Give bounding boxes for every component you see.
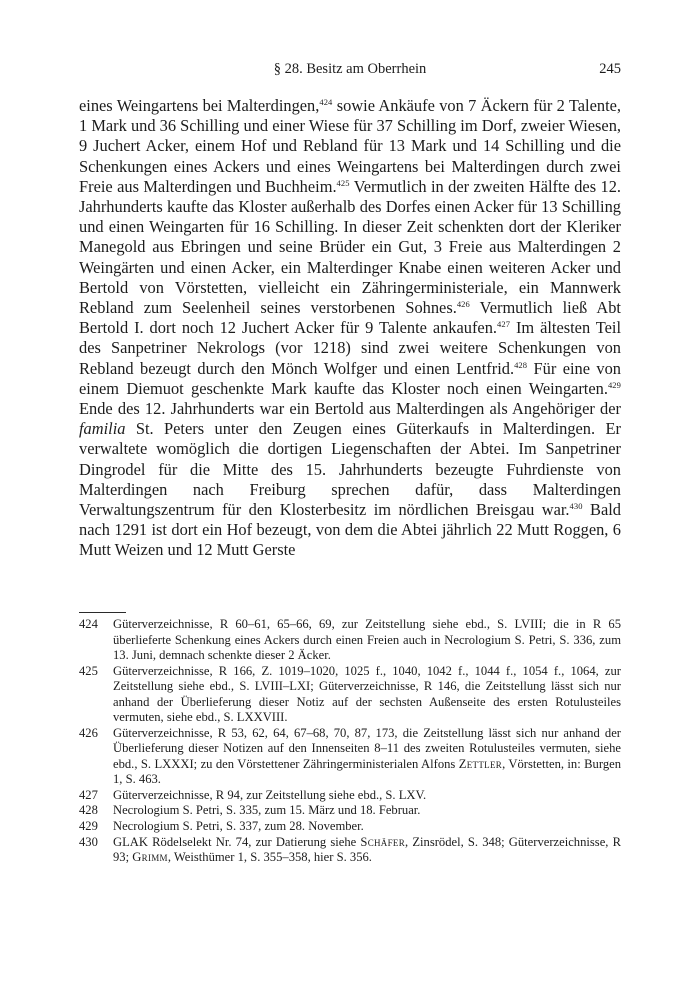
footnote-number: 429: [79, 818, 98, 833]
footnote-number: 426: [79, 725, 98, 740]
text-run: sowie Ankäufe von 7 Äckern für 2 Talente, 1 Mark und 36 Schilling und einer Wiese für 37 Schilling im Dorf, zweier Wiesen, 9 Juchert Acker, einem Hof und Rebland für 13 Mark und 14 Schilling und die Schenkungen eines Ackers und eines Weingartens bei Malterdingen durch zwei Freie aus Malterdingen und Buchheim.: [79, 96, 622, 196]
footnote-ref-429[interactable]: 429: [607, 379, 621, 390]
footnote-number: 427: [79, 787, 98, 802]
footnote-text: Güterverzeichnisse, R 60–61, 65–66, 69, zur Zeitstellung siehe ebd., S. LVIII; die in R 65 überlieferte Schenkung eines Ackers durch einen Freien auch in Necrologium S. Petri, S. 336, zum 13. Juni, demnach schenkte dieser 2 Äcker.: [113, 617, 621, 662]
text-run: , Vörstetten, in: Burgen 1, S. 463.: [113, 756, 622, 787]
text-run: Ende des 12. Jahrhunderts war ein Bertold aus Malterdingen als Angehöriger der: [79, 399, 621, 419]
footnote-text: [113, 726, 621, 788]
text-run: Güterverzeichnisse, R 53, 62, 64, 67–68, 70, 87, 173, die Zeitstellung lässt sich nur anhand der Überlieferung dieser Notizen auf den Innenseiten 8–11 des zweiten Rotulusteiles vermuten, siehe ebd., S. LXXXI; zu den Vörstettener Zähringerministerialen Alfons: [113, 725, 621, 771]
footnote-number: 425: [79, 663, 98, 678]
text-run: , Zinsrödel, S. 348; Güterverzeichnisse, R 93;: [113, 834, 621, 865]
footnote-text: Necrologium S. Petri, S. 335, zum 15. März und 18. Februar.: [113, 803, 421, 818]
footnote-text: Necrologium S. Petri, S. 337, zum 28. November.: [113, 818, 364, 833]
book-page: [79, 0, 621, 988]
footnote-number: 424: [79, 617, 98, 631]
author-name: Schäfer: [360, 834, 406, 849]
footnote-ref-428[interactable]: 428: [514, 359, 528, 370]
footnote-429: [79, 819, 621, 835]
footnote-text: [113, 835, 621, 866]
footnote-ref-427[interactable]: 427: [497, 319, 511, 330]
footnote-424: [79, 617, 621, 664]
paragraph: [79, 96, 621, 561]
footnote-text: Güterverzeichnisse, R 94, zur Zeitstellung siehe ebd., S. LXV.: [113, 787, 427, 802]
footnote-number: 428: [79, 803, 98, 818]
footnote-number: 430: [79, 834, 98, 849]
section-title: § 28. Besitz am Oberrhein: [273, 61, 427, 77]
footnote-ref-430[interactable]: 430: [569, 501, 583, 512]
page-number: 245: [599, 61, 621, 77]
italic-term: familia: [79, 419, 126, 439]
running-header: [79, 61, 621, 81]
text-run: GLAK Rödelselekt Nr. 74, zur Datierung siehe: [113, 834, 361, 849]
footnote-ref-426[interactable]: 426: [456, 299, 470, 310]
author-name: Zettler: [458, 756, 503, 771]
footnote-430: [79, 835, 621, 866]
footnote-divider: [79, 612, 126, 613]
text-run: Bald nach 1291 ist dort ein Hof bezeugt, von dem die Abtei jährlich 22 Mutt Roggen, 6 Mutt Weizen und 12 Mutt Gerste: [79, 500, 621, 560]
text-run: Für eine von einem Diemuot geschenkte Mark kaufte das Kloster noch einen Weingarten.: [79, 358, 621, 398]
main-text: [79, 96, 621, 561]
footnote-427: [79, 788, 621, 804]
footnotes: [79, 617, 621, 866]
text-run: Vermutlich ließ Abt Bertold I. dort noch 12 Juchert Acker für 9 Talente ankaufen.: [79, 298, 621, 338]
footnote-426: [79, 726, 621, 788]
text-run: St. Peters unter den Zeugen eines Güterkaufs in Malterdingen. Er verwaltete womöglich die dortigen Liegenschaften der Abtei. Im Sanpetriner Dingrodel für die Mitte des 15. Jahrhunderts bezeugte Fuhrdienste von Malterdingen nach Freiburg sprechen dafür, dass Malterdingen Verwaltungszentrum für den Klosterbesitz im nördlichen Breisgau war.: [79, 419, 621, 520]
text-run: Im ältesten Teil des Sanpetriner Nekrologs (vor 1218) sind zwei weitere Schenkungen von Rebland bezeugt durch den Mönch Wolfger und einen Lentfrid.: [79, 318, 621, 378]
footnote-428: [79, 803, 621, 819]
author-name: Grimm: [132, 850, 168, 865]
text-run: eines Weingartens bei Malterdingen,: [79, 96, 320, 115]
footnote-ref-425[interactable]: 425: [336, 177, 350, 188]
text-run: , Weisthümer 1, S. 355–358, hier S. 356.: [167, 850, 372, 865]
footnote-text: Güterverzeichnisse, R 166, Z. 1019–1020, 1025 f., 1040, 1042 f., 1044 f., 1054 f., 1064, zur Zeitstellung siehe ebd., S. LVIII–LXI; Güterverzeichnisse, R 146, die Zeitstellung lässt sich nur anhand der Überlieferung dieser Notiz auf der sechsten Außenseite des ersten Rotulusteiles vermuten, siehe ebd., S. LXXVIII.: [113, 663, 621, 725]
footnote-425: [79, 664, 621, 726]
text-run: Vermutlich in der zweiten Hälfte des 12. Jahrhunderts kaufte das Kloster außerhalb des Dorfes einen Acker für 13 Schilling und einen Weingarten für 16 Schilling. In dieser Zeit schenkten dort der Kleriker Manegold aus Ebringen und seine Brüder ein Gut, 3 Freie aus Malterdingen 2 Weingärten und einen Acker, ein Malterdinger Knabe einen weiteren Acker und Bertold von Vörstetten, vielleicht ein Zähringerministeriale, ein Mannwerk Rebland zum Seelenheil seines verstorbenen Sohnes.: [79, 176, 621, 318]
footnote-ref-424[interactable]: 424: [319, 97, 333, 107]
